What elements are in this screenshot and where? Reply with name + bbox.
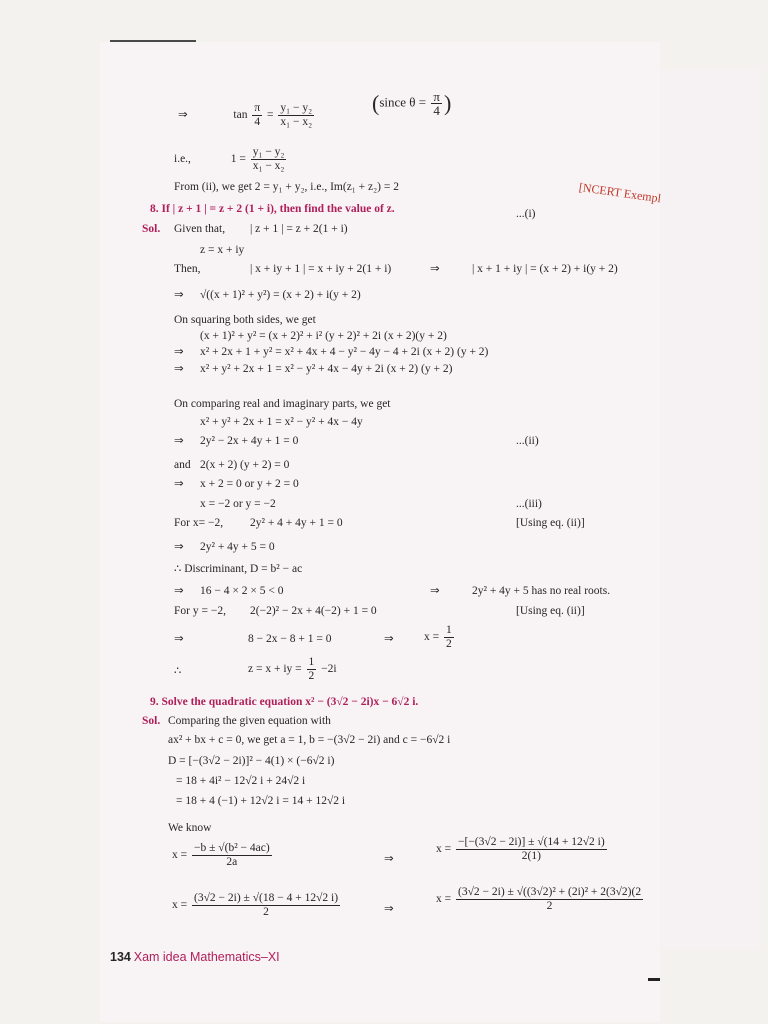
numerator: π xyxy=(433,89,440,104)
page-footer xyxy=(110,950,280,965)
denominator: 2a xyxy=(226,856,238,868)
quadratic-formula xyxy=(172,842,274,869)
question-number: 9. xyxy=(150,696,159,708)
step-lead: Given that, xyxy=(174,223,226,235)
ie-line xyxy=(174,146,288,173)
step-equation: Comparing the given equation with xyxy=(168,715,331,727)
numerator: y₁ − y₂ xyxy=(280,102,313,114)
numerator: (3√2 − 2i) ± √(18 − 4 + 12√2 i) xyxy=(194,892,339,904)
page-number: 134 xyxy=(110,950,131,964)
step-lead: ∴ Discriminant, xyxy=(174,563,248,575)
x-equation: 8 − 2x − 8 + 1 = 0 xyxy=(248,633,332,645)
step-equation: | z + 1 | = z + 2(1 + i) xyxy=(250,223,348,235)
solution-label: Sol. xyxy=(142,715,161,727)
implies-arrow: ⇒ xyxy=(174,633,184,645)
half-fraction xyxy=(307,656,317,683)
page-corner-mark xyxy=(648,978,660,981)
step-lead: For x= −2, xyxy=(174,517,224,529)
step-equation: x² + y² + 2x + 1 = x² − y² + 4x − 4y xyxy=(200,416,363,428)
x-equals: x = xyxy=(172,899,188,912)
step-lead: On comparing real and imaginary parts, we get xyxy=(174,398,391,410)
formula-fraction xyxy=(192,842,272,869)
step-lead: ⇒ xyxy=(174,585,184,597)
z-result xyxy=(248,656,337,683)
one-equals: 1 = xyxy=(230,153,246,166)
theta-fraction xyxy=(431,90,442,117)
step-equation: | x + iy + 1 | = x + iy + 2(1 + i) xyxy=(250,263,392,275)
step-lead: ⇒ xyxy=(174,478,184,490)
step-lead: ⇒ xyxy=(174,289,184,301)
since-text: since θ = xyxy=(379,94,427,110)
step-equation: √((x + 1)² + y²) = (x + 2) + i(y + 2) xyxy=(200,289,361,301)
equation-reference: [Using eq. (ii)] xyxy=(516,517,585,529)
step-equation: ax² + bx + c = 0, we get a = 1, b = −(3√2 − 2i) and c = −6√2 i xyxy=(168,734,451,746)
x-result xyxy=(424,624,456,651)
z-equation: z = x + iy = xyxy=(248,663,302,676)
step-equation: z = x + iy xyxy=(200,244,245,256)
numerator: π xyxy=(254,102,261,114)
question-9 xyxy=(150,695,418,709)
denominator: 4 xyxy=(433,103,440,118)
denominator: 2 xyxy=(308,670,315,682)
formula-fraction xyxy=(192,892,340,919)
step-lead: ⇒ xyxy=(174,346,184,358)
simplified-formula xyxy=(172,892,342,919)
step-lead: ⇒ xyxy=(174,435,184,447)
slope-fraction xyxy=(251,146,287,173)
denominator: 2 xyxy=(446,638,452,650)
step-equation: 2y² + 4y + 5 = 0 xyxy=(200,541,275,553)
ncert-exemplar-tag: [NCERT Exempl xyxy=(578,180,662,206)
x-equals: x = xyxy=(436,893,452,906)
step-equation-right: 2y² + 4y + 5 has no real roots. xyxy=(472,585,611,597)
slope-fraction xyxy=(278,102,314,129)
step-lead: and xyxy=(174,459,191,471)
denominator: 2 xyxy=(263,906,269,918)
implies-arrow: ⇒ xyxy=(430,263,440,275)
from-ii-line: From (ii), we get 2 = y₁ + y₂, i.e., Im(z₁ + z₂) = 2 xyxy=(174,181,399,193)
step-lead: Then, xyxy=(174,263,201,275)
step-equation: We know xyxy=(168,822,212,834)
formula-fraction xyxy=(456,836,607,863)
denominator: x₁ − x₂ xyxy=(252,160,285,172)
numerator: 1 xyxy=(308,656,315,668)
numerator: 1 xyxy=(446,624,452,636)
step-equation: x² + 2x + 1 + y² = x² + 4x + 4 − y² − 4y − 4 + 2i (x + 2) (y + 2) xyxy=(200,346,489,358)
denominator: x₁ − x₂ xyxy=(280,116,313,128)
step-equation: x² + y² + 2x + 1 = x² − y² + 4x − 4y + 2i (x + 2) (y + 2) xyxy=(200,363,453,375)
step-lead: For y = −2, xyxy=(174,605,226,617)
z-value-line xyxy=(174,664,181,678)
implies-arrow: ⇒ xyxy=(384,903,394,915)
step-equation: 2(−2)² − 2x + 4(−2) + 1 = 0 xyxy=(250,605,377,617)
step-equation: = 18 + 4i² − 12√2 i + 24√2 i xyxy=(176,775,306,787)
question-8 xyxy=(150,202,395,216)
implies-arrow: ⇒ xyxy=(178,109,188,122)
implies-arrow: ⇒ xyxy=(384,633,394,645)
question-text: If | z + 1 | = z + 2 (1 + i), then find the value of z. xyxy=(161,203,395,215)
formula-fraction xyxy=(456,886,643,913)
step-lead: On squaring both sides, we get xyxy=(174,314,316,326)
step-equation: x = −2 or y = −2 xyxy=(200,498,276,510)
eq-ref-i: ...(i) xyxy=(516,208,536,220)
step-lead: ⇒ xyxy=(174,541,184,553)
implies-arrow: ⇒ xyxy=(430,585,440,597)
denominator: 2(1) xyxy=(521,850,541,862)
expanded-formula xyxy=(436,886,645,913)
tan-line: ⇒ tan $\frac{\pi}{4}$ = $\frac{\text{y₁ − y₂}}{\text{x₁ − x₂}}$ xyxy=(178,102,313,128)
ie-label: i.e., xyxy=(174,153,191,166)
step-equation: 2y² − 2x + 4y + 1 = 0 xyxy=(200,435,299,447)
therefore-symbol: ∴ xyxy=(174,665,182,677)
since-theta: (since θ = $\frac{\pi}{4}$ ) xyxy=(372,89,452,118)
step-equation: D = [−(3√2 − 2i)]² − 4(1) × (−6√2 i) xyxy=(168,755,335,767)
question-text: Solve the quadratic equation x² − (3√2 − 2i)x − 6√2 i. xyxy=(161,696,419,708)
step-lead: ⇒ xyxy=(174,363,184,375)
solution-label: Sol. xyxy=(142,223,161,235)
step-equation: = 18 + 4 (−1) + 12√2 i = 14 + 12√2 i xyxy=(176,795,346,807)
half-fraction xyxy=(444,624,454,651)
numerator: −b ± √(b² − 4ac) xyxy=(194,842,270,854)
implies-arrow: ⇒ xyxy=(384,853,394,865)
denominator: 4 xyxy=(254,116,261,128)
step-equation-right: | x + 1 + iy | = (x + 2) + i(y + 2) xyxy=(472,263,618,275)
substituted-formula xyxy=(436,836,609,863)
step-equation: (x + 1)² + y² = (x + 2)² + i² (y + 2)² + 2i (x + 2)(y + 2) xyxy=(200,330,447,342)
step-equation: 2(x + 2) (y + 2) = 0 xyxy=(200,459,290,471)
pi-over-4 xyxy=(252,102,262,129)
equation-reference: ...(iii) xyxy=(516,498,542,510)
step-equation: x + 2 = 0 or y + 2 = 0 xyxy=(200,478,299,490)
x-equals: x = xyxy=(424,631,440,644)
step-equation: D = b² − ac xyxy=(250,563,303,575)
header-rule xyxy=(110,40,196,42)
denominator: 2 xyxy=(546,900,553,912)
x-value-line xyxy=(174,632,184,646)
step-equation: 16 − 4 × 2 × 5 < 0 xyxy=(200,585,284,597)
equation-reference: [Using eq. (ii)] xyxy=(516,605,585,617)
tan-label: tan xyxy=(233,109,248,122)
numerator: (3√2 − 2i) ± √((3√2)² + (2i)² + 2(3√2)(2 xyxy=(458,886,642,898)
numerator: −[−(3√2 − 2i)] ± √(14 + 12√2 i) xyxy=(458,836,605,848)
question-number: 8. xyxy=(150,203,159,215)
book-title: Xam idea Mathematics–XI xyxy=(133,950,280,964)
equation-reference: ...(ii) xyxy=(516,435,539,447)
numerator: y₁ − y₂ xyxy=(252,146,285,158)
imaginary-part: −2i xyxy=(321,663,337,676)
x-equals: x = xyxy=(436,843,452,856)
step-equation: 2y² + 4 + 4y + 1 = 0 xyxy=(250,517,343,529)
x-equals: x = xyxy=(172,849,188,862)
